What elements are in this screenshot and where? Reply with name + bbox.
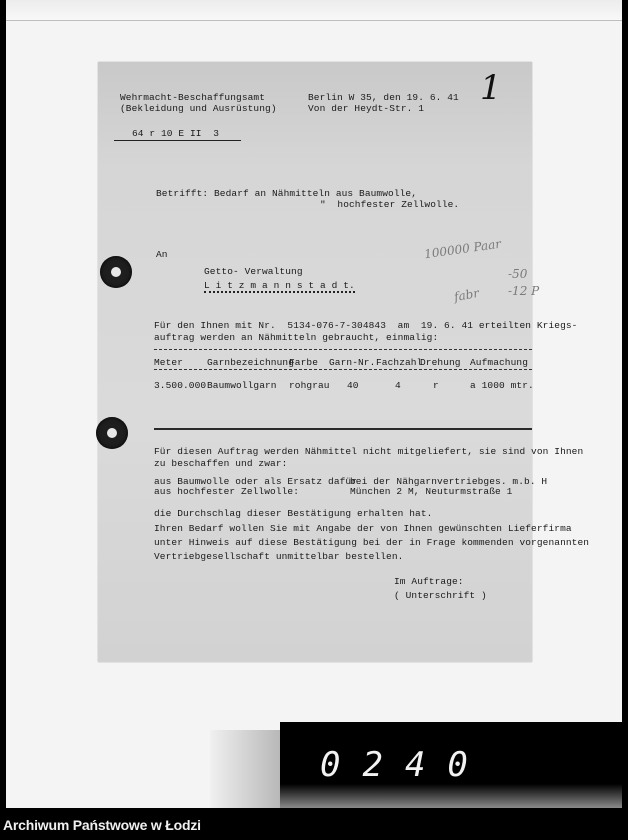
recipient-line-2: L i t z m a n n s t a d t. [204, 280, 355, 291]
cell-garnbezeichnung: Baumwollgarn [207, 380, 277, 391]
handwritten-page-number: 1 [480, 68, 502, 108]
place-date: Berlin W 35, den 19. 6. 41 [308, 92, 459, 103]
recipient-line-1: Getto- Verwaltung [204, 266, 303, 277]
source-left-line-1: aus Baumwolle oder als Ersatz dafür [154, 476, 358, 487]
col-header-farbe: Farbe [289, 357, 319, 368]
punch-hole-icon [100, 256, 132, 288]
cell-garn-nr: 40 [347, 380, 359, 391]
to-label: An [156, 249, 168, 260]
handwritten-note: 100000 Paar [423, 236, 502, 262]
source-right-line-2: München 2 M, Neuturmstraße 1 [350, 486, 513, 497]
document-page [98, 62, 590, 662]
closing-signature: ( Unterschrift ) [394, 590, 487, 601]
subject-label: Betrifft: [156, 188, 209, 199]
paragraph-3-line-3: Vertriebgesellschaft unmittelbar bestellen. [154, 551, 404, 562]
paragraph-1-line-2: zu beschaffen und zwar: [154, 458, 288, 469]
handwritten-note: fabr [452, 285, 481, 305]
punch-hole-icon [96, 417, 128, 449]
handwritten-note: -50 [508, 267, 528, 281]
archive-footer [0, 808, 628, 840]
table-top-rule [154, 349, 532, 350]
counter-shadow [210, 730, 280, 808]
table-bottom-rule [154, 428, 532, 430]
col-header-aufmachung: Aufmachung [470, 357, 529, 368]
cell-drehung: r [433, 380, 439, 391]
col-header-garn-nr: Garn-Nr. [329, 357, 376, 368]
source-left-line-2: aus hochfester Zellwolle: [154, 486, 300, 497]
source-right-line-1: bei der Nähgarnvertriebges. m.b. H [350, 476, 548, 487]
cell-farbe: rohgrau [289, 380, 330, 391]
intro-line-2: auftrag werden an Nähmitteln gebraucht, einmalig: [154, 332, 439, 343]
paragraph-1-line-1: Für diesen Auftrag werden Nähmittel nicht mitgeliefert, sie sind von Ihnen [154, 446, 584, 457]
intro-line-1: Für den Ihnen mit Nr. 5134-076-7-304843 am 19. 6. 41 erteilten Kriegs- [154, 320, 578, 331]
col-header-garnbezeichnung: Garnbezeichnung [207, 357, 295, 368]
col-header-meter: Meter [154, 357, 184, 368]
table-header-rule [154, 369, 532, 370]
cell-meter: 3.500.000 [154, 380, 207, 391]
reference-number: 64 r 10 E II 3 [114, 128, 241, 141]
closing-line-1: Im Auftrage: [394, 576, 464, 587]
paragraph-2: die Durchschlag dieser Bestätigung erhalten hat. [154, 508, 433, 519]
subject-line-2: " hochfester Zellwolle. [320, 199, 460, 210]
subject-line-1: Bedarf an Nähmitteln aus Baumwolle, [214, 188, 418, 199]
frame-counter: 0240 [320, 745, 490, 785]
paragraph-3-line-2: unter Hinweis auf diese Bestätigung bei der in Frage kommenden vorgenannten [154, 537, 590, 548]
cell-fachzahl: 4 [395, 380, 401, 391]
sender-line-2: (Bekleidung und Ausrüstung) [120, 103, 277, 114]
cell-aufmachung: a 1000 mtr. [470, 380, 534, 391]
handwritten-note: -12 P [508, 284, 540, 298]
col-header-fachzahl: Fachzahl [376, 357, 423, 368]
scanner-top-edge [6, 0, 622, 21]
col-header-drehung: Drehung [420, 357, 461, 368]
archive-label: Archiwum Państwowe w Łodzi [3, 817, 201, 833]
paragraph-3-line-1: Ihren Bedarf wollen Sie mit Angabe der von Ihnen gewünschten Lieferfirma [154, 523, 572, 534]
sender-line-1: Wehrmacht-Beschaffungsamt [120, 92, 266, 103]
address: Von der Heydt-Str. 1 [308, 103, 425, 114]
